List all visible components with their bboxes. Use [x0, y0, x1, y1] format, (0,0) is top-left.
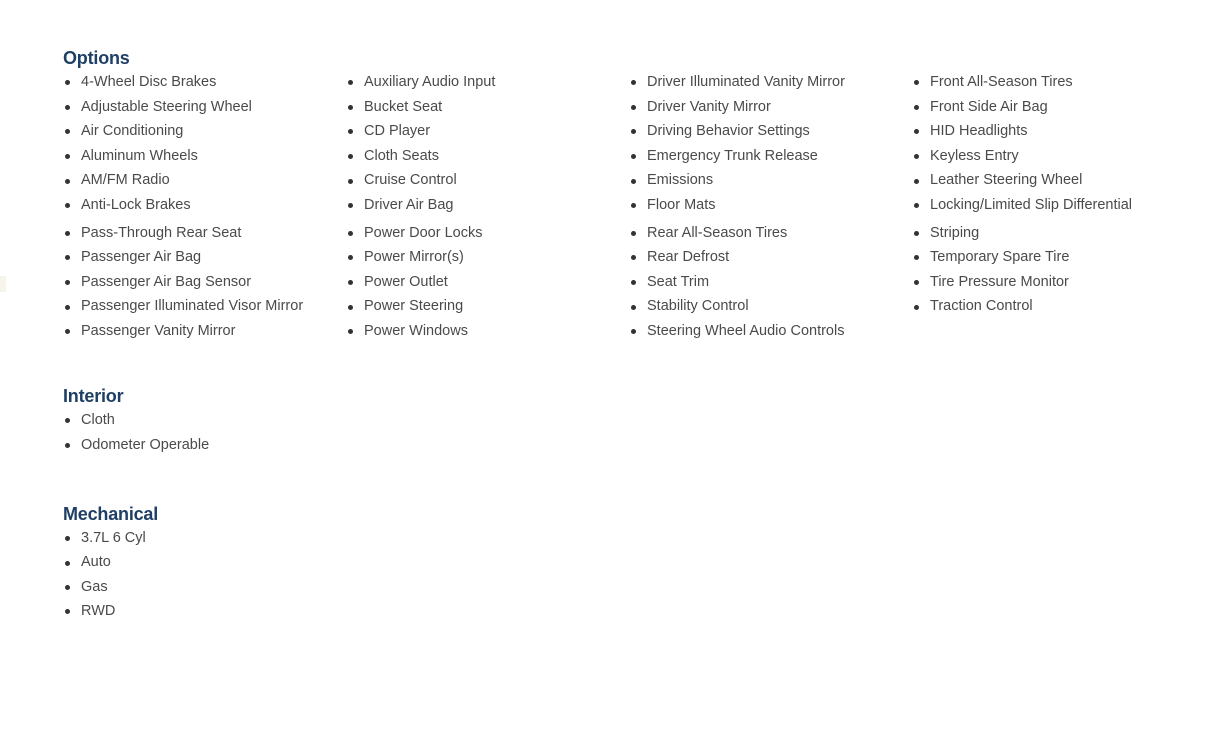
list-item [912, 270, 1172, 295]
bullet-icon [914, 80, 919, 85]
list-item [346, 95, 629, 120]
list-item [346, 270, 629, 295]
list-item-label: 4-Wheel Disc Brakes [81, 74, 217, 90]
mechanical-list [63, 526, 158, 624]
list-item [63, 245, 346, 270]
options-heading: Options [63, 48, 130, 68]
list-item [63, 319, 346, 344]
list-item [629, 70, 912, 95]
list-item-label: Seat Trim [647, 273, 710, 290]
list-item [629, 294, 912, 319]
list-item-label: Odometer Operable [81, 436, 210, 453]
list-item-label: HID Headlights [930, 123, 1028, 140]
list-item [63, 294, 346, 319]
bullet-icon [631, 105, 636, 110]
list-item [629, 270, 912, 295]
list-item-label: Passenger Air Bag [81, 249, 202, 266]
list-item-label: Power Door Locks [364, 224, 483, 241]
bullet-icon [631, 129, 636, 134]
bullet-icon [631, 255, 636, 260]
list-item-label: Driving Behavior Settings [647, 123, 810, 140]
bullet-icon [631, 280, 636, 285]
list-item-label: Stability Control [647, 298, 749, 315]
list-item-label: Cruise Control [364, 172, 457, 189]
list-item [346, 144, 629, 169]
list-item-label: Power Outlet [364, 273, 448, 290]
list-item [63, 270, 346, 295]
list-item-label: Front Side Air Bag [930, 98, 1048, 115]
list-item-label: Emissions [647, 172, 714, 189]
list-item-label: Tire Pressure Monitor [930, 273, 1069, 290]
list-item [629, 168, 912, 193]
list-item-label: Passenger Air Bag Sensor [81, 273, 252, 290]
list-item [63, 168, 346, 193]
list-item [912, 221, 1172, 246]
bullet-icon [914, 203, 919, 208]
options-column-4 [912, 70, 1172, 344]
bullet-icon [914, 255, 919, 260]
bullet-icon [65, 561, 70, 566]
list-item [912, 168, 1172, 193]
bullet-icon [65, 255, 70, 260]
list-item [63, 526, 158, 550]
bullet-icon [65, 280, 70, 285]
list-item-label: Floor Mats [647, 196, 716, 213]
list-item-label: Power Steering [364, 298, 464, 315]
list-item-label: Temporary Spare Tire [930, 249, 1070, 266]
bullet-icon [65, 179, 70, 184]
list-item-label: Leather Steering Wheel [930, 172, 1083, 189]
list-item [912, 193, 1172, 218]
bullet-icon [65, 129, 70, 134]
list-item-label: Emergency Trunk Release [647, 147, 818, 164]
list-item [346, 119, 629, 144]
list-item [346, 245, 629, 270]
options-column-1 [63, 70, 346, 344]
list-item [346, 193, 629, 218]
list-item-label: CD Player [364, 123, 431, 140]
bullet-icon [914, 154, 919, 159]
list-item-label: Rear All-Season Tires [647, 224, 788, 241]
list-item-label: AM/FM Radio [81, 172, 170, 189]
bullet-icon [348, 129, 353, 134]
list-item [912, 119, 1172, 144]
list-item-label: Power Windows [364, 322, 468, 339]
list-item-label: Bucket Seat [364, 98, 443, 115]
bullet-icon [348, 231, 353, 236]
interior-heading: Interior [63, 386, 124, 406]
options-section [63, 46, 1172, 344]
mechanical-section [63, 502, 158, 624]
mechanical-heading: Mechanical [63, 504, 159, 524]
bullet-icon [65, 80, 70, 85]
list-item [346, 319, 629, 344]
list-item [346, 294, 629, 319]
list-item-label: Rear Defrost [647, 249, 730, 266]
bullet-icon [348, 154, 353, 159]
bullet-icon [65, 609, 70, 614]
bullet-icon [348, 105, 353, 110]
bullet-icon [65, 203, 70, 208]
bullet-icon [348, 203, 353, 208]
bullet-icon [631, 80, 636, 85]
bullet-icon [65, 536, 70, 541]
list-item [629, 221, 912, 246]
bullet-icon [65, 585, 70, 590]
bullet-icon [914, 129, 919, 134]
bullet-icon [65, 105, 70, 110]
edge-marker [0, 276, 6, 292]
list-item-label: Traction Control [930, 298, 1033, 315]
interior-list [63, 408, 209, 457]
options-column-3 [629, 70, 912, 344]
bullet-icon [914, 105, 919, 110]
list-item-label: Front All-Season Tires [930, 74, 1073, 90]
list-item-label: Driver Vanity Mirror [647, 98, 771, 115]
list-item [912, 245, 1172, 270]
list-item-label: Locking/Limited Slip Differential [930, 196, 1133, 213]
list-item-label: Anti-Lock Brakes [81, 196, 191, 213]
list-item [912, 95, 1172, 120]
list-item [63, 575, 158, 599]
list-item [912, 144, 1172, 169]
bullet-icon [914, 280, 919, 285]
list-item [63, 433, 209, 458]
list-item [63, 408, 209, 433]
list-item [346, 221, 629, 246]
bullet-icon [914, 231, 919, 236]
list-item [63, 599, 158, 623]
list-item [63, 550, 158, 574]
bullet-icon [65, 305, 70, 310]
list-item [63, 193, 346, 218]
bullet-icon [631, 231, 636, 236]
bullet-icon [348, 305, 353, 310]
list-item-label: Auto [81, 554, 111, 571]
bullet-icon [631, 179, 636, 184]
list-item [629, 144, 912, 169]
list-item-label: Adjustable Steering Wheel [81, 98, 252, 115]
list-item-label: Driver Illuminated Vanity Mirror [647, 74, 845, 90]
list-item [629, 319, 912, 344]
interior-section [63, 384, 209, 457]
list-item [346, 70, 629, 95]
bullet-icon [65, 154, 70, 159]
list-item-label: Keyless Entry [930, 147, 1019, 164]
bullet-icon [631, 154, 636, 159]
bullet-icon [65, 329, 70, 334]
list-item-label: RWD [81, 603, 116, 620]
list-item [912, 70, 1172, 95]
list-item [629, 245, 912, 270]
list-item-label: Power Mirror(s) [364, 249, 464, 266]
bullet-icon [65, 443, 70, 448]
list-item-label: Driver Air Bag [364, 196, 454, 213]
list-item-label: Steering Wheel Audio Controls [647, 322, 845, 339]
list-item [629, 193, 912, 218]
list-item-label: Cloth Seats [364, 147, 439, 164]
list-item [63, 119, 346, 144]
list-item-label: Pass-Through Rear Seat [81, 224, 242, 241]
list-item-label: Passenger Vanity Mirror [81, 322, 236, 339]
bullet-icon [914, 179, 919, 184]
list-item-label: Passenger Illuminated Visor Mirror [81, 298, 304, 315]
bullet-icon [65, 418, 70, 423]
list-item [629, 95, 912, 120]
list-item-label: Auxiliary Audio Input [364, 74, 496, 90]
bullet-icon [631, 203, 636, 208]
options-columns [63, 70, 1172, 344]
list-item-label: Air Conditioning [81, 123, 184, 140]
list-item [629, 119, 912, 144]
list-item [63, 95, 346, 120]
bullet-icon [348, 179, 353, 184]
bullet-icon [914, 305, 919, 310]
bullet-icon [348, 280, 353, 285]
list-item [63, 70, 346, 95]
bullet-icon [348, 255, 353, 260]
bullet-icon [348, 329, 353, 334]
list-item [63, 221, 346, 246]
list-item [346, 168, 629, 193]
bullet-icon [348, 80, 353, 85]
list-item-label: 3.7L 6 Cyl [81, 530, 146, 546]
options-column-2 [346, 70, 629, 344]
list-item [912, 294, 1172, 319]
list-item-label: Gas [81, 578, 108, 595]
bullet-icon [631, 305, 636, 310]
list-item-label: Aluminum Wheels [81, 147, 198, 164]
list-item-label: Cloth [81, 412, 115, 428]
bullet-icon [65, 231, 70, 236]
list-item-label: Striping [930, 224, 980, 241]
bullet-icon [631, 329, 636, 334]
list-item [63, 144, 346, 169]
